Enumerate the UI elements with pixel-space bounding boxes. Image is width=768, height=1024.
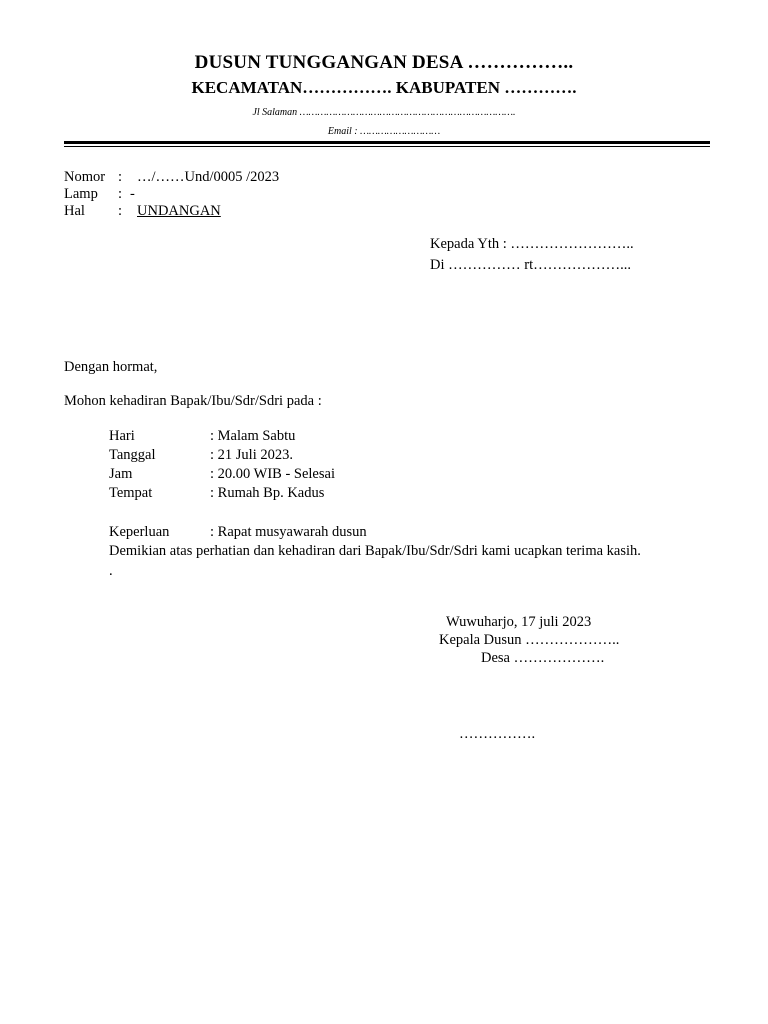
detail-value-tempat: : Rumah Bp. Kadus bbox=[210, 485, 325, 501]
greeting: Dengan hormat, bbox=[64, 359, 158, 375]
hal-separator: : bbox=[118, 203, 123, 219]
recipient-line: Kepada Yth : …………………….. bbox=[430, 236, 634, 252]
letterhead-address: Jl Salaman ………………………………………………………………. bbox=[252, 107, 516, 118]
detail-value-hari: : Malam Sabtu bbox=[210, 428, 296, 444]
signature-title: Kepala Dusun ……………….. bbox=[439, 632, 620, 648]
letterhead-subtitle: KECAMATAN……………. KABUPATEN …………. bbox=[191, 78, 577, 97]
recipient-location: Di …………… rt………………... bbox=[430, 257, 631, 273]
letterhead-title: DUSUN TUNGGANGAN DESA …………….. bbox=[194, 52, 574, 73]
detail-label-tempat: Tempat bbox=[109, 485, 153, 501]
detail-label-jam: Jam bbox=[109, 466, 133, 482]
letterhead-divider-thin bbox=[64, 146, 710, 147]
closing-dot: . bbox=[109, 563, 113, 579]
detail-value-jam: : 20.00 WIB - Selesai bbox=[210, 466, 335, 482]
nomor-separator: : bbox=[118, 169, 123, 185]
lamp-separator: : bbox=[118, 186, 123, 202]
hal-label: Hal bbox=[64, 203, 85, 219]
signature-name: ……………. bbox=[459, 726, 536, 742]
purpose-label: Keperluan bbox=[109, 524, 170, 540]
lamp-label: Lamp bbox=[64, 186, 98, 202]
intro-text: Mohon kehadiran Bapak/Ibu/Sdr/Sdri pada : bbox=[64, 393, 322, 409]
lamp-value: - bbox=[130, 186, 135, 202]
signature-village: Desa ………………. bbox=[481, 650, 605, 666]
closing-text: Demikian atas perhatian dan kehadiran dari Bapak/Ibu/Sdr/Sdri kami ucapkan terima kasih. bbox=[109, 543, 641, 559]
letterhead-email: Email : ……………………… bbox=[327, 126, 441, 137]
nomor-label: Nomor bbox=[64, 169, 106, 185]
nomor-value: …/……Und/0005 /2023 bbox=[137, 169, 280, 185]
signature-place-date: Wuwuharjo, 17 juli 2023 bbox=[446, 614, 592, 630]
hal-value: UNDANGAN bbox=[137, 203, 221, 219]
purpose-value: : Rapat musyawarah dusun bbox=[210, 524, 367, 540]
detail-label-tanggal: Tanggal bbox=[109, 447, 156, 463]
letterhead-divider-thick bbox=[64, 141, 710, 144]
detail-value-tanggal: : 21 Juli 2023. bbox=[210, 447, 293, 463]
detail-label-hari: Hari bbox=[109, 428, 135, 444]
